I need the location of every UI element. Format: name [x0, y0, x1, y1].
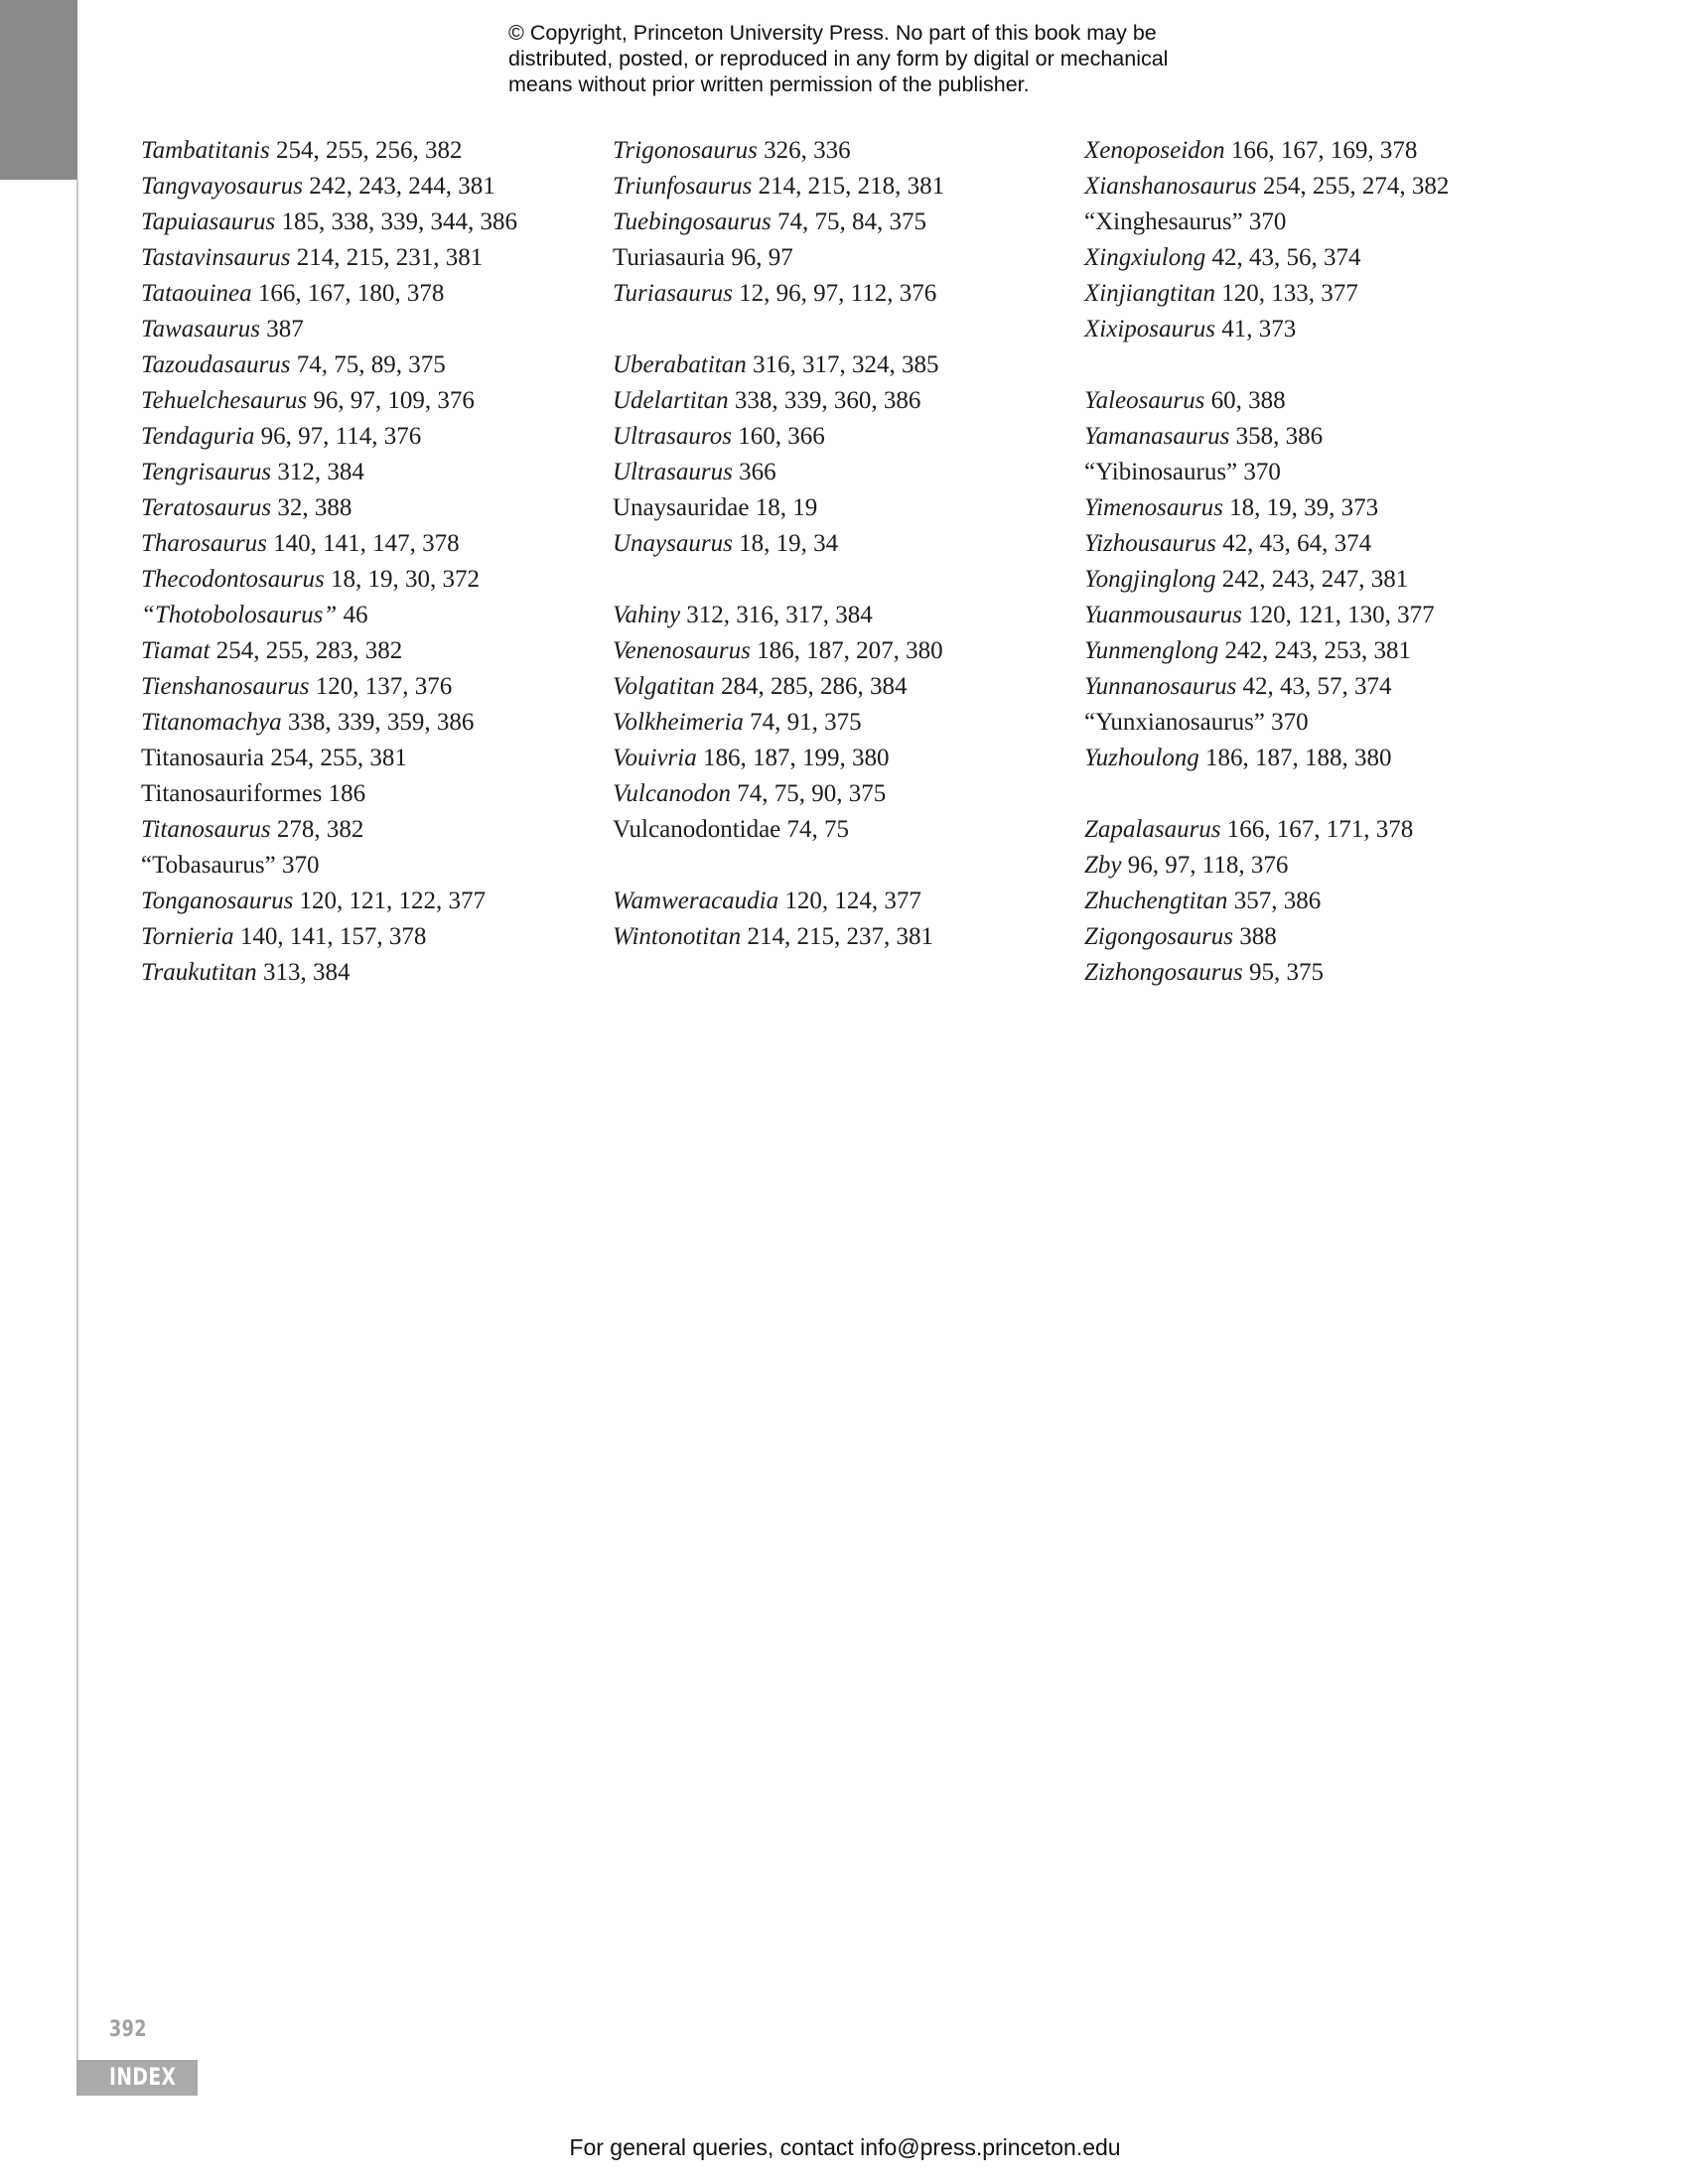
index-entry	[141, 705, 608, 741]
entry-term: “Tobasaurus”	[141, 852, 276, 879]
entry-pages: 326, 336	[764, 137, 851, 164]
index-entry	[141, 419, 608, 455]
index-entry	[1084, 955, 1551, 991]
entry-pages: 370	[1271, 709, 1309, 736]
index-entry	[1084, 455, 1551, 490]
entry-term: Volkheimeria	[613, 709, 744, 736]
entry-pages: 96, 97, 109, 376	[313, 387, 475, 414]
entry-pages: 186, 187, 199, 380	[702, 745, 890, 771]
index-entry	[1084, 633, 1551, 669]
index-entry	[1084, 812, 1551, 848]
entry-pages: 312, 384	[277, 459, 364, 485]
index-entry	[1084, 169, 1551, 205]
copyright-line: distributed, posted, or reproduced in any form by digital or mechanical	[508, 47, 1169, 70]
page-number: 392	[109, 2017, 147, 2042]
entry-term: Vulcanodon	[613, 780, 731, 807]
entry-term: Yunnanosaurus	[1084, 673, 1237, 700]
entry-term: Triunfosaurus	[613, 173, 753, 200]
entry-pages: 120, 133, 377	[1221, 280, 1358, 307]
entry-pages: 166, 167, 180, 378	[257, 280, 445, 307]
index-entry	[613, 169, 1079, 205]
entry-term: Venenosaurus	[613, 637, 751, 664]
entry-term: Yizhousaurus	[1084, 530, 1216, 557]
entry-term: Titanomachya	[141, 709, 282, 736]
entry-pages: 96, 97, 114, 376	[260, 423, 422, 450]
entry-pages: 370	[281, 852, 320, 879]
entry-pages: 42, 43, 64, 374	[1222, 530, 1372, 557]
index-entry	[141, 741, 608, 776]
section-label: INDEX	[109, 2063, 177, 2091]
margin-rule	[76, 180, 78, 2085]
copyright-notice	[508, 20, 1263, 97]
entry-pages: 370	[1243, 459, 1281, 485]
entry-term: “Xinghesaurus”	[1084, 208, 1243, 235]
entry-term: Yunmenglong	[1084, 637, 1219, 664]
entry-term: Ultrasauros	[613, 423, 732, 450]
entry-pages: 186, 187, 207, 380	[757, 637, 943, 664]
index-entry	[613, 276, 1079, 312]
index-entry	[141, 490, 608, 526]
index-entry	[613, 205, 1079, 240]
entry-term: Zigongosaurus	[1084, 923, 1234, 950]
entry-pages: 214, 215, 237, 381	[747, 923, 933, 950]
entry-pages: 120, 124, 377	[784, 887, 921, 914]
entry-term: Zizhongosaurus	[1084, 959, 1243, 986]
entry-term: “Thotobolosaurus”	[141, 602, 338, 628]
entry-term: Tastavinsaurus	[141, 244, 291, 271]
entry-term: Tazoudasaurus	[141, 351, 291, 378]
entry-term: Tambatitanis	[141, 137, 270, 164]
entry-pages: 214, 215, 218, 381	[758, 173, 945, 200]
index-entry	[1084, 598, 1551, 633]
entry-term: Unaysaurus	[613, 530, 733, 557]
index-entry	[141, 526, 608, 562]
footer-contact	[0, 2134, 1688, 2161]
entry-term: Yaleosaurus	[1084, 387, 1205, 414]
entry-pages: 186, 187, 188, 380	[1205, 745, 1392, 771]
copyright-line: © Copyright, Princeton University Press. No part of this book may be	[508, 21, 1157, 45]
entry-pages: 32, 388	[277, 494, 352, 521]
entry-term: Uberabatitan	[613, 351, 747, 378]
index-entry	[1084, 562, 1551, 598]
index-entry	[1084, 419, 1551, 455]
entry-term: Tonganosaurus	[141, 887, 294, 914]
entry-term: Turiasauria	[613, 244, 725, 271]
index-entry	[1084, 919, 1551, 955]
index-entry	[1084, 884, 1551, 919]
entry-pages: 316, 317, 324, 385	[752, 351, 939, 378]
entry-pages: 12, 96, 97, 112, 376	[739, 280, 937, 307]
letter-group-gap	[1084, 776, 1551, 812]
entry-term: Tienshanosaurus	[141, 673, 310, 700]
index-entry	[613, 669, 1079, 705]
index-entry	[1084, 526, 1551, 562]
index-entry	[141, 133, 608, 169]
entry-pages: 312, 316, 317, 384	[686, 602, 873, 628]
entry-term: Tengrisaurus	[141, 459, 272, 485]
index-entry	[613, 705, 1079, 741]
entry-pages: 357, 386	[1233, 887, 1322, 914]
entry-term: Thecodontosaurus	[141, 566, 325, 593]
entry-term: Vouivria	[613, 745, 697, 771]
entry-term: Volgatitan	[613, 673, 715, 700]
entry-pages: 120, 121, 130, 377	[1248, 602, 1435, 628]
index-entry	[613, 526, 1079, 562]
entry-pages: 41, 373	[1221, 316, 1297, 342]
section-tab	[76, 2060, 198, 2096]
index-entry	[141, 240, 608, 276]
entry-pages: 254, 255, 274, 382	[1262, 173, 1450, 200]
entry-pages: 60, 388	[1210, 387, 1286, 414]
entry-term: Tuebingosaurus	[613, 208, 772, 235]
index-entry	[613, 598, 1079, 633]
index-entry	[613, 919, 1079, 955]
entry-pages: 96, 97	[731, 244, 793, 271]
entry-pages: 370	[1248, 208, 1287, 235]
side-tab-marker	[0, 0, 77, 180]
letter-group-gap	[613, 312, 1079, 347]
entry-pages: 242, 243, 244, 381	[309, 173, 495, 200]
index-entry	[613, 133, 1079, 169]
entry-term: Yuanmousaurus	[1084, 602, 1242, 628]
index-entry	[1084, 490, 1551, 526]
entry-pages: 166, 167, 171, 378	[1226, 816, 1414, 843]
entry-term: Titanosaurus	[141, 816, 271, 843]
entry-term: Titanosauria	[141, 745, 265, 771]
index-entry	[613, 741, 1079, 776]
entry-term: Tangvayosaurus	[141, 173, 303, 200]
index-entry	[613, 240, 1079, 276]
index-column-3	[1084, 133, 1551, 991]
index-entry	[141, 598, 608, 633]
entry-pages: 186	[328, 780, 366, 807]
index-entry	[141, 312, 608, 347]
entry-term: Tehuelchesaurus	[141, 387, 308, 414]
entry-term: Xixiposaurus	[1084, 316, 1215, 342]
entry-term: Turiasaurus	[613, 280, 733, 307]
index-column-1	[141, 133, 608, 991]
index-entry	[1084, 205, 1551, 240]
index-entry	[613, 419, 1079, 455]
entry-term: Teratosaurus	[141, 494, 272, 521]
index-entry	[141, 848, 608, 884]
entry-term: Vulcanodontidae	[613, 816, 781, 843]
entry-term: Zhuchengtitan	[1084, 887, 1228, 914]
index-entry	[141, 169, 608, 205]
index-entry	[141, 919, 608, 955]
entry-pages: 254, 255, 283, 382	[215, 637, 403, 664]
entry-term: Vahiny	[613, 602, 681, 628]
entry-pages: 388	[1239, 923, 1277, 950]
entry-term: Wamweracaudia	[613, 887, 779, 914]
entry-term: Titanosauriformes	[141, 780, 323, 807]
entry-term: Traukutitan	[141, 959, 257, 986]
entry-term: Unaysauridae	[613, 494, 750, 521]
index-column-2	[613, 133, 1079, 955]
entry-pages: 242, 243, 253, 381	[1224, 637, 1411, 664]
copyright-line: means without prior written permission of the publisher.	[508, 72, 1030, 96]
entry-pages: 18, 19, 39, 373	[1229, 494, 1379, 521]
index-entry	[141, 347, 608, 383]
entry-term: Tiamat	[141, 637, 211, 664]
entry-term: Yongjinglong	[1084, 566, 1216, 593]
index-entry	[141, 812, 608, 848]
index-entry	[141, 955, 608, 991]
entry-term: Tapuiasaurus	[141, 208, 276, 235]
index-entry	[1084, 848, 1551, 884]
entry-term: Tataouinea	[141, 280, 252, 307]
index-entry	[613, 455, 1079, 490]
entry-term: Udelartitan	[613, 387, 729, 414]
index-entry	[141, 633, 608, 669]
entry-pages: 18, 19	[755, 494, 818, 521]
entry-term: Yamanasaurus	[1084, 423, 1230, 450]
entry-term: Xianshanosaurus	[1084, 173, 1257, 200]
entry-pages: 120, 121, 122, 377	[299, 887, 487, 914]
entry-pages: 214, 215, 231, 381	[296, 244, 484, 271]
entry-pages: 338, 339, 359, 386	[287, 709, 475, 736]
index-entry	[141, 669, 608, 705]
entry-pages: 313, 384	[262, 959, 351, 986]
entry-pages: 185, 338, 339, 344, 386	[281, 208, 517, 235]
entry-term: Zby	[1084, 852, 1122, 879]
footer-text: For general queries, contact info@press.princeton.edu	[569, 2134, 1121, 2160]
index-entry	[141, 884, 608, 919]
entry-pages: 254, 255, 381	[270, 745, 407, 771]
index-entry	[1084, 276, 1551, 312]
letter-group-gap	[613, 562, 1079, 598]
entry-pages: 18, 19, 34	[739, 530, 839, 557]
index-entry	[613, 347, 1079, 383]
index-entry	[613, 383, 1079, 419]
entry-term: Tornieria	[141, 923, 234, 950]
entry-pages: 74, 75, 84, 375	[777, 208, 927, 235]
entry-pages: 358, 386	[1235, 423, 1324, 450]
index-entry	[1084, 240, 1551, 276]
index-entry	[141, 562, 608, 598]
entry-term: Trigonosaurus	[613, 137, 758, 164]
entry-pages: 366	[739, 459, 776, 485]
index-entry	[1084, 383, 1551, 419]
entry-term: Xinjiangtitan	[1084, 280, 1215, 307]
entry-pages: 74, 75, 90, 375	[737, 780, 887, 807]
letter-group-gap	[1084, 347, 1551, 383]
index-entry	[613, 633, 1079, 669]
entry-term: Xenoposeidon	[1084, 137, 1225, 164]
entry-pages: 254, 255, 256, 382	[275, 137, 463, 164]
entry-pages: 46	[343, 602, 368, 628]
index-entry	[141, 776, 608, 812]
entry-pages: 18, 19, 30, 372	[330, 566, 480, 593]
entry-pages: 42, 43, 57, 374	[1242, 673, 1392, 700]
entry-term: “Yunxianosaurus”	[1084, 709, 1265, 736]
index-entry	[1084, 669, 1551, 705]
letter-group-gap	[613, 848, 1079, 884]
index-entry	[613, 812, 1079, 848]
entry-term: Tawasaurus	[141, 316, 260, 342]
entry-pages: 140, 141, 157, 378	[239, 923, 427, 950]
index-entry	[1084, 133, 1551, 169]
entry-pages: 242, 243, 247, 381	[1221, 566, 1409, 593]
index-entry	[141, 276, 608, 312]
entry-pages: 160, 366	[738, 423, 825, 450]
entry-pages: 338, 339, 360, 386	[734, 387, 921, 414]
entry-term: Zapalasaurus	[1084, 816, 1221, 843]
entry-pages: 74, 75, 89, 375	[296, 351, 446, 378]
entry-pages: 284, 285, 286, 384	[721, 673, 908, 700]
index-entry	[141, 383, 608, 419]
entry-pages: 74, 75	[786, 816, 850, 843]
entry-term: Xingxiulong	[1084, 244, 1206, 271]
entry-pages: 278, 382	[276, 816, 364, 843]
entry-term: Yuzhoulong	[1084, 745, 1199, 771]
entry-term: Ultrasaurus	[613, 459, 733, 485]
index-entry	[613, 490, 1079, 526]
entry-term: Tharosaurus	[141, 530, 267, 557]
entry-pages: 95, 375	[1249, 959, 1325, 986]
entry-term: Tendaguria	[141, 423, 255, 450]
index-entry	[613, 776, 1079, 812]
entry-pages: 387	[266, 316, 304, 342]
entry-term: “Yibinosaurus”	[1084, 459, 1238, 485]
entry-pages: 96, 97, 118, 376	[1127, 852, 1289, 879]
index-entry	[613, 884, 1079, 919]
entry-term: Wintonotitan	[613, 923, 742, 950]
index-entry	[141, 205, 608, 240]
index-entry	[1084, 741, 1551, 776]
index-entry	[1084, 705, 1551, 741]
entry-pages: 140, 141, 147, 378	[273, 530, 460, 557]
entry-pages: 120, 137, 376	[315, 673, 453, 700]
entry-pages: 42, 43, 56, 374	[1211, 244, 1361, 271]
index-entry	[1084, 312, 1551, 347]
entry-pages: 166, 167, 169, 378	[1230, 137, 1418, 164]
entry-pages: 74, 91, 375	[750, 709, 862, 736]
entry-term: Yimenosaurus	[1084, 494, 1223, 521]
index-entry	[141, 455, 608, 490]
